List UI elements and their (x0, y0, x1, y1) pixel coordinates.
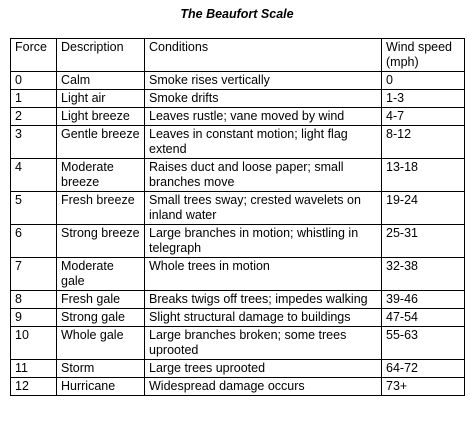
description-cell: Light breeze (57, 108, 145, 126)
wind-speed-cell: 64-72 (382, 360, 465, 378)
description-cell: Light air (57, 90, 145, 108)
table-row (11, 225, 465, 258)
conditions-cell: Leaves rustle; vane moved by wind (145, 108, 382, 126)
table-row (11, 360, 465, 378)
wind-speed-cell: 55-63 (382, 327, 465, 360)
table-body (11, 72, 465, 396)
conditions-cell: Breaks twigs off trees; impedes walking (145, 291, 382, 309)
conditions-cell: Raises duct and loose paper; small branches move (145, 159, 382, 192)
conditions-cell: Small trees sway; crested wavelets on inland water (145, 192, 382, 225)
table-row (11, 72, 465, 90)
description-cell: Storm (57, 360, 145, 378)
force-cell: 10 (11, 327, 57, 360)
table-row (11, 126, 465, 159)
force-cell: 11 (11, 360, 57, 378)
table-row (11, 327, 465, 360)
table-header-row (11, 39, 465, 72)
force-cell: 6 (11, 225, 57, 258)
force-cell: 0 (11, 72, 57, 90)
wind-speed-cell: 13-18 (382, 159, 465, 192)
table-row (11, 258, 465, 291)
conditions-cell: Smoke rises vertically (145, 72, 382, 90)
header-wind-speed: Wind speed (mph) (382, 39, 465, 72)
description-cell: Calm (57, 72, 145, 90)
force-cell: 1 (11, 90, 57, 108)
wind-speed-cell: 25-31 (382, 225, 465, 258)
force-cell: 7 (11, 258, 57, 291)
table-row (11, 378, 465, 396)
force-cell: 5 (11, 192, 57, 225)
wind-speed-cell: 73+ (382, 378, 465, 396)
page-title: The Beaufort Scale (180, 7, 294, 21)
description-cell: Hurricane (57, 378, 145, 396)
table-row (11, 159, 465, 192)
table-row (11, 192, 465, 225)
table-row (11, 108, 465, 126)
conditions-cell: Leaves in constant motion; light flag extend (145, 126, 382, 159)
table-row (11, 309, 465, 327)
wind-speed-cell: 0 (382, 72, 465, 90)
table-row (11, 90, 465, 108)
description-cell: Fresh breeze (57, 192, 145, 225)
wind-speed-cell: 39-46 (382, 291, 465, 309)
force-cell: 3 (11, 126, 57, 159)
force-cell: 12 (11, 378, 57, 396)
conditions-cell: Large branches broken; some trees uprooted (145, 327, 382, 360)
table-row (11, 291, 465, 309)
beaufort-table (10, 38, 465, 396)
header-description: Description (57, 39, 145, 72)
conditions-cell: Whole trees in motion (145, 258, 382, 291)
conditions-cell: Slight structural damage to buildings (145, 309, 382, 327)
conditions-cell: Widespread damage occurs (145, 378, 382, 396)
conditions-cell: Smoke drifts (145, 90, 382, 108)
wind-speed-cell: 4-7 (382, 108, 465, 126)
wind-speed-cell: 32-38 (382, 258, 465, 291)
force-cell: 4 (11, 159, 57, 192)
wind-speed-cell: 1-3 (382, 90, 465, 108)
description-cell: Moderate breeze (57, 159, 145, 192)
force-cell: 9 (11, 309, 57, 327)
header-force: Force (11, 39, 57, 72)
description-cell: Gentle breeze (57, 126, 145, 159)
description-cell: Moderate gale (57, 258, 145, 291)
description-cell: Strong breeze (57, 225, 145, 258)
force-cell: 2 (11, 108, 57, 126)
description-cell: Strong gale (57, 309, 145, 327)
conditions-cell: Large branches in motion; whistling in telegraph (145, 225, 382, 258)
wind-speed-cell: 47-54 (382, 309, 465, 327)
description-cell: Fresh gale (57, 291, 145, 309)
force-cell: 8 (11, 291, 57, 309)
header-conditions: Conditions (145, 39, 382, 72)
wind-speed-cell: 19-24 (382, 192, 465, 225)
wind-speed-cell: 8-12 (382, 126, 465, 159)
conditions-cell: Large trees uprooted (145, 360, 382, 378)
description-cell: Whole gale (57, 327, 145, 360)
